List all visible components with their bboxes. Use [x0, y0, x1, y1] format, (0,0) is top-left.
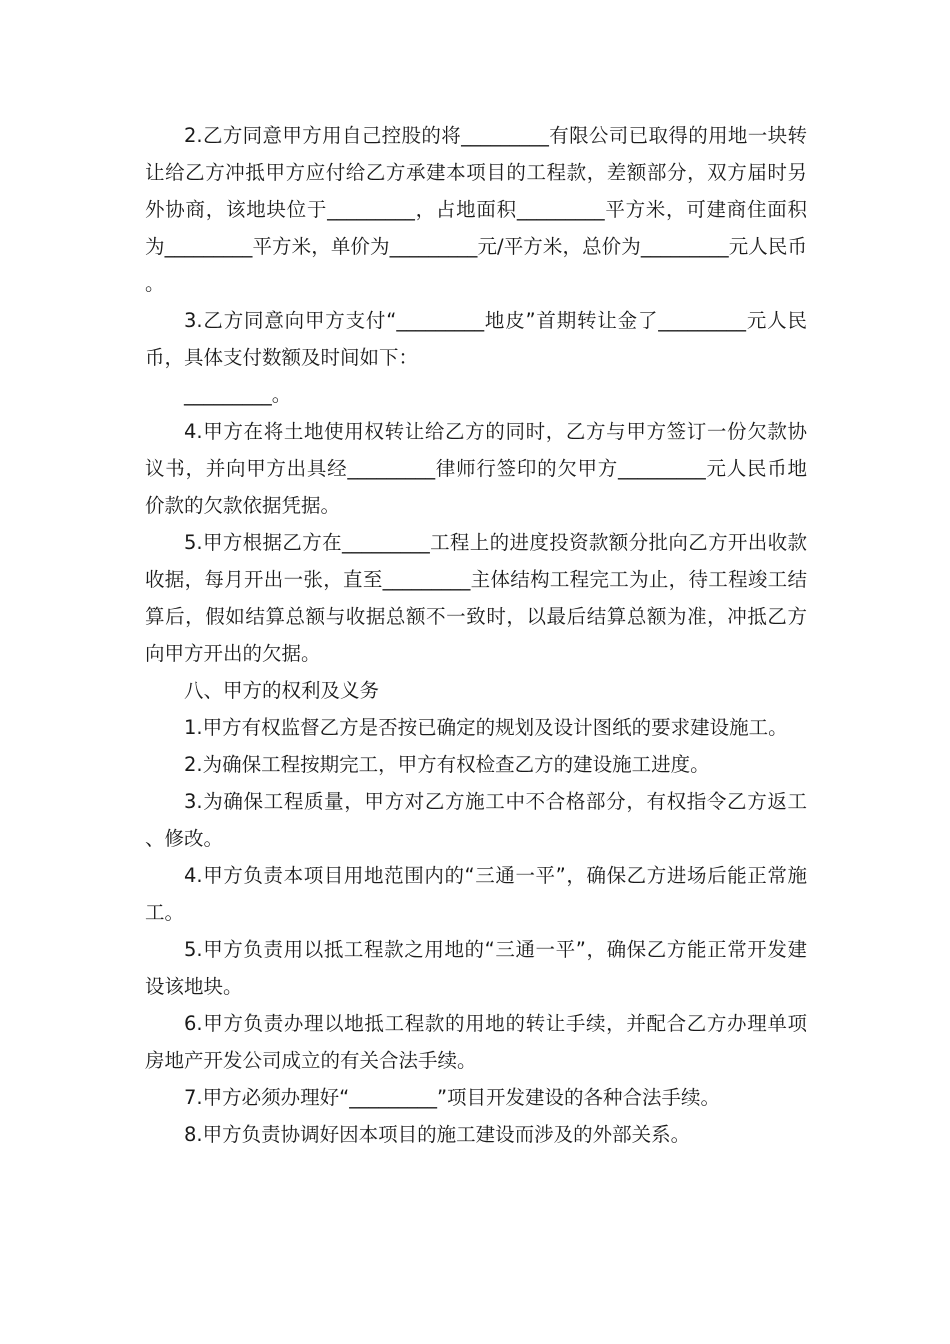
paragraph-right-supervise: 1.甲方有权监督乙方是否按已确定的规划及设计图纸的要求建设施工。 — [184, 716, 788, 739]
paragraph-duty-site-prep: 4.甲方负责本项目用地范围内的“三通一平”，确保乙方进场后能正常施工。 — [145, 864, 807, 924]
document-body — [145, 117, 807, 1153]
paragraph-duty-external-relations: 8.甲方负责协调好因本项目的施工建设而涉及的外部关系。 — [184, 1123, 691, 1146]
paragraph-receipts: 5.甲方根据乙方在_________工程上的进度投资款额分批向乙方开出收款收据，每月开出一张，直至_________主体结构工程完工为止，待工程竣工结算后，假如结算总额与收据总额不一致时，以最后结算总额为准，冲抵乙方向甲方开出的欠据。 — [145, 531, 807, 665]
paragraph-duty-transfer-procedures: 6.甲方负责办理以地抵工程款的用地的转让手续，并配合乙方办理单项房地产开发公司成立的有关合法手续。 — [145, 1012, 807, 1072]
paragraph-land-transfer: 2.乙方同意甲方用自己控股的将_________有限公司已取得的用地一块转让给乙方冲抵甲方应付给乙方承建本项目的工程款，差额部分，双方届时另外协商，该地块位于_________，占地面积_________平方米，可建商住面积为_________平方米，单价为_________元/平方米，总价为_________元人民币。 — [145, 124, 807, 295]
paragraph-duty-offset-land-prep: 5.甲方负责用以抵工程款之用地的“三通一平”，确保乙方能正常开发建设该地块。 — [145, 938, 807, 998]
paragraph-first-payment: 3.乙方同意向甲方支付“_________地皮”首期转让金了_________元人民币，具体支付数额及时间如下： — [145, 309, 807, 369]
paragraph-duty-legal-procedures: 7.甲方必须办理好“_________”项目开发建设的各种合法手续。 — [184, 1086, 721, 1109]
paragraph-right-order-rework: 3.为确保工程质量，甲方对乙方施工中不合格部分，有权指令乙方返工、修改。 — [145, 790, 807, 850]
paragraph-payment-details: _________。 — [184, 383, 292, 406]
section-heading-party-a-rights: 八、甲方的权利及义务 — [184, 679, 380, 702]
paragraph-debt-agreement: 4.甲方在将土地使用权转让给乙方的同时，乙方与甲方签订一份欠款协议书，并向甲方出具经_________律师行签印的欠甲方_________元人民币地价款的欠款依据凭据。 — [145, 420, 807, 517]
paragraph-right-inspect-progress: 2.为确保工程按期完工，甲方有权检查乙方的建设施工进度。 — [184, 753, 710, 776]
